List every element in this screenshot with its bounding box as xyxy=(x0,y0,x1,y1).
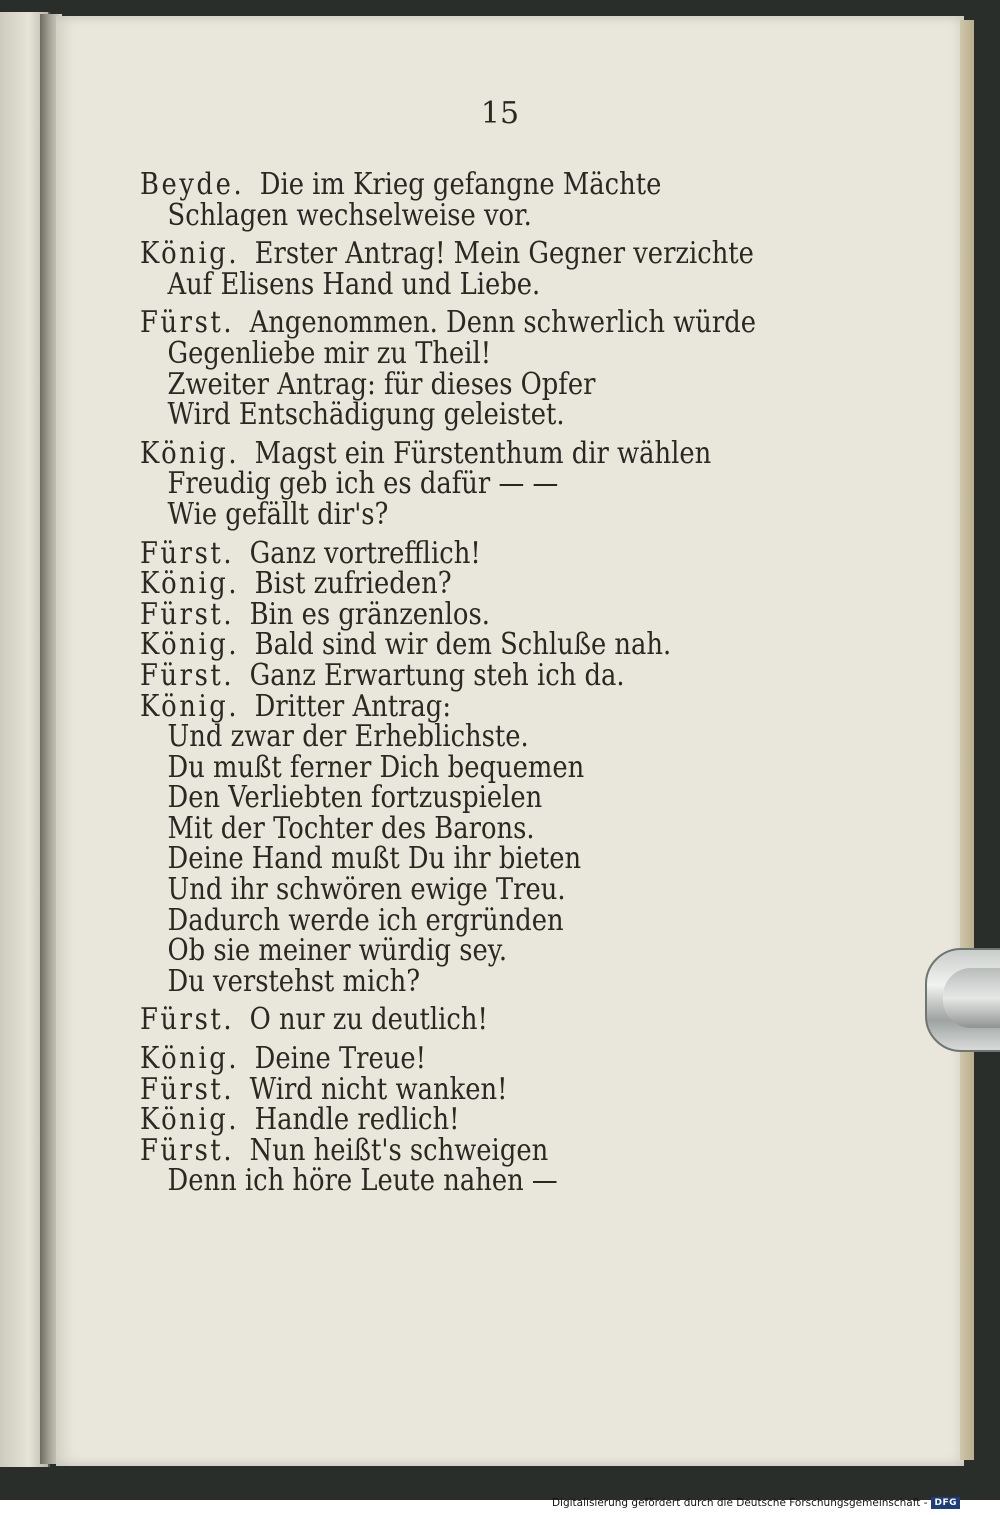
speaker-name: König. xyxy=(140,1102,240,1138)
dialogue-entry xyxy=(140,535,794,571)
speaker-name: König. xyxy=(140,688,240,724)
dialogue-entry xyxy=(140,596,794,632)
dialogue-entry xyxy=(140,1071,794,1107)
dialogue-entry xyxy=(140,1041,794,1077)
speaker-name: Fürst. xyxy=(140,657,235,693)
speaker-name: König. xyxy=(140,1041,240,1077)
dialogue-line: Ganz Erwartung steh ich da. xyxy=(249,657,625,693)
dialogue-entry xyxy=(140,236,794,302)
dialogue-line: Zweiter Antrag: für dieses Opfer xyxy=(167,366,596,402)
dialogue-line: Mit der Tochter des Barons. xyxy=(167,810,535,846)
dialogue-line: Du mußt ferner Dich bequemen xyxy=(167,749,585,785)
dialogue-entry xyxy=(140,167,794,233)
dialogue-line: Nun heißt's schweigen xyxy=(249,1132,549,1168)
dialogue-line: Wird Entschädigung geleistet. xyxy=(167,397,565,433)
dialogue-entry xyxy=(140,305,794,433)
dialogue-line: Dadurch werde ich ergründen xyxy=(167,902,564,938)
dialogue-line: Freudig geb ich es dafür — — xyxy=(167,466,559,502)
dialogue-line: Und ihr schwören ewige Treu. xyxy=(167,872,566,908)
dialogue-entry xyxy=(140,1132,794,1199)
dialogue-entry xyxy=(140,657,794,693)
dialogue-text xyxy=(140,167,794,1199)
page-number: 15 xyxy=(480,96,520,131)
dialogue-line: Und zwar der Erheblichste. xyxy=(167,719,529,755)
dialogue-entry xyxy=(140,1102,794,1138)
dialogue-line: Erster Antrag! Mein Gegner verzichte xyxy=(254,236,754,272)
dialogue-line: Denn ich höre Leute nahen — xyxy=(167,1163,558,1199)
page-edge xyxy=(960,20,974,1460)
dialogue-line: Bin es gränzenlos. xyxy=(249,596,490,632)
dialogue-line: Du verstehst mich? xyxy=(167,963,421,999)
speaker-name: Fürst. xyxy=(140,535,235,571)
speaker-name: König. xyxy=(140,236,240,272)
speaker-name: Fürst. xyxy=(140,1132,235,1168)
dialogue-line: Angenommen. Denn schwerlich würde xyxy=(249,305,756,341)
dfg-logo: DFG xyxy=(931,1497,960,1509)
dialogue-line: Handle redlich! xyxy=(254,1102,460,1138)
dialogue-line: Auf Elisens Hand und Liebe. xyxy=(167,266,541,302)
speaker-name: Beyde. xyxy=(140,167,245,202)
dialogue-line: Den Verliebten fortzuspielen xyxy=(167,780,543,816)
speaker-name: Fürst. xyxy=(140,596,235,632)
dialogue-entry xyxy=(140,1002,794,1038)
dialogue-line: Gegenliebe mir zu Theil! xyxy=(167,335,492,371)
dialogue-line: Bald sind wir dem Schluße nah. xyxy=(254,627,672,663)
dialogue-line: Ob sie meiner würdig sey. xyxy=(167,933,508,969)
dialogue-line: Deine Hand mußt Du ihr bieten xyxy=(167,841,582,877)
dialogue-line: Wird nicht wanken! xyxy=(249,1071,508,1107)
speaker-name: Fürst. xyxy=(140,1071,235,1107)
speaker-name: König. xyxy=(140,566,240,602)
footer-text: Digitalisierung gefördert durch die Deutsche Forschungsgemeinschaft - xyxy=(551,1497,928,1509)
speaker-name: König. xyxy=(140,435,240,471)
page-clip xyxy=(925,948,1000,1052)
dialogue-line: Wie gefällt dir's? xyxy=(167,496,389,532)
speaker-name: Fürst. xyxy=(140,305,235,341)
dialogue-line: Bist zufrieden? xyxy=(254,566,452,602)
dialogue-line: Dritter Antrag: xyxy=(254,688,452,724)
dialogue-line: Magst ein Fürstenthum dir wählen xyxy=(254,435,712,471)
dialogue-entry xyxy=(140,435,794,532)
dialogue-line: O nur zu deutlich! xyxy=(249,1002,488,1038)
dialogue-line: Deine Treue! xyxy=(254,1041,427,1077)
dialogue-entry xyxy=(140,566,794,602)
dialogue-entry xyxy=(140,688,794,999)
dialogue-entry xyxy=(140,627,794,663)
funding-footer xyxy=(552,1497,960,1509)
speaker-name: König. xyxy=(140,627,240,663)
dialogue-line: Die im Krieg gefangne Mächte xyxy=(259,167,662,202)
speaker-name: Fürst. xyxy=(140,1002,235,1038)
dialogue-line: Schlagen wechselweise vor. xyxy=(167,197,532,233)
dialogue-line: Ganz vortrefflich! xyxy=(249,535,481,571)
